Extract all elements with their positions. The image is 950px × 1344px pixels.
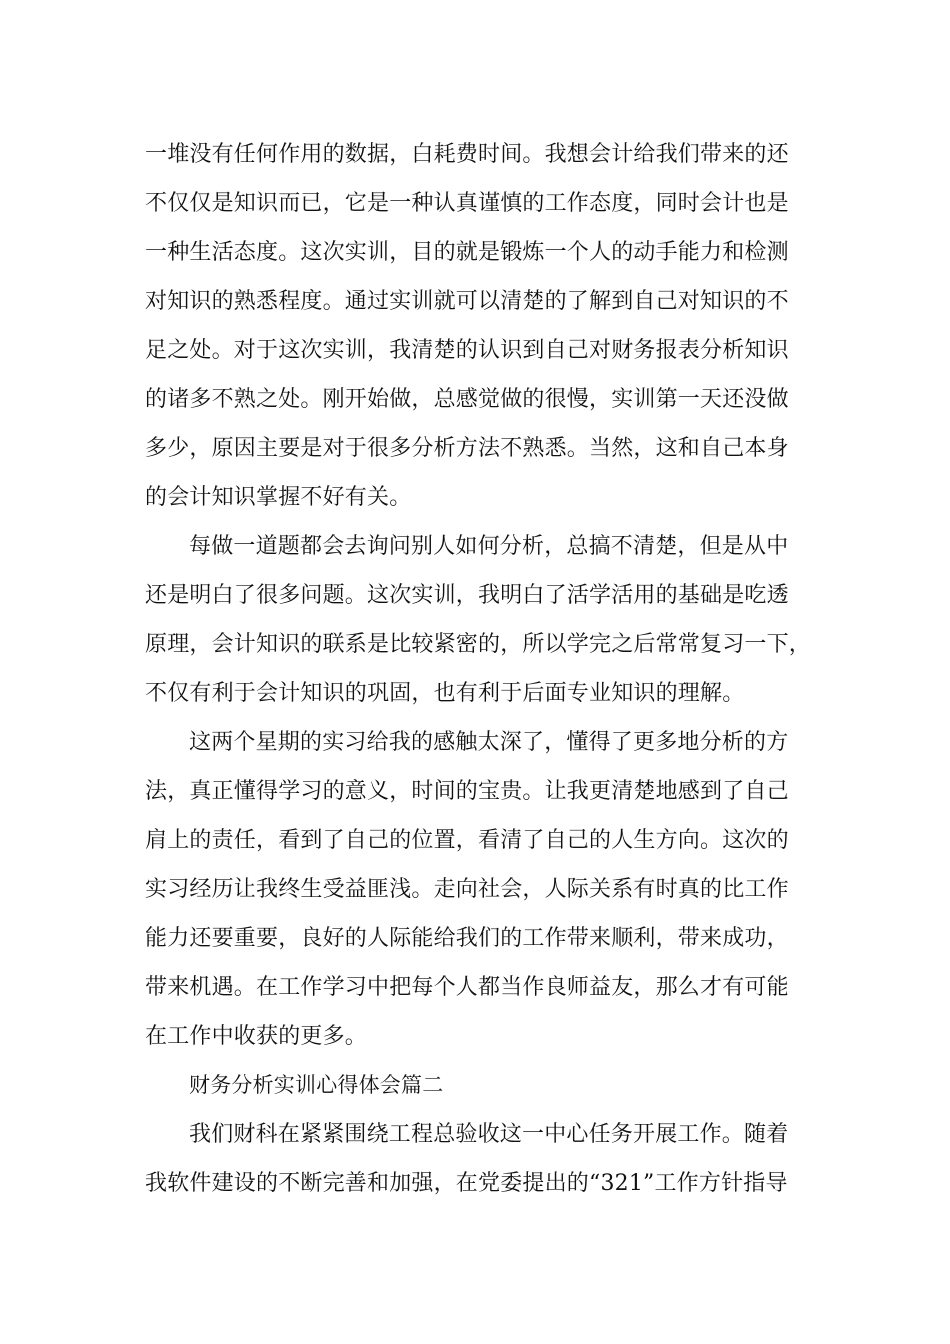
section-heading: 财务分析实训心得体会篇二 (189, 1073, 444, 1097)
text-line: 还是明白了很多问题。这次实训，我明白了活学活用的基础是吃透 (145, 583, 789, 608)
text-line: 不仅仅是知识而已，它是一种认真谨慎的工作态度，同时会计也是 (145, 191, 789, 216)
text-line: 的诸多不熟之处。刚开始做，总感觉做的很慢，实训第一天还没做 (145, 387, 789, 412)
text-line: 能力还要重要，良好的人际能给我们的工作带来顺利，带来成功， (145, 926, 789, 951)
text-line: 法，真正懂得学习的意义，时间的宝贵。让我更清楚地感到了自己 (145, 779, 789, 804)
text-line: 足之处。对于这次实训，我清楚的认识到自己对财务报表分析知识 (145, 338, 789, 363)
text-line: 这两个星期的实习给我的感触太深了，懂得了更多地分析的方 (189, 730, 789, 755)
text-line: 一种生活态度。这次实训，目的就是锻炼一个人的动手能力和检测 (145, 240, 789, 265)
text-line: 带来机遇。在工作学习中把每个人都当作良师益友，那么才有可能 (145, 975, 789, 1000)
text-line: 多少，原因主要是对于很多分析方法不熟悉。当然，这和自己本身 (145, 436, 789, 461)
text-line: 不仅有利于会计知识的巩固，也有利于后面专业知识的理解。 (145, 681, 745, 706)
text-line: 实习经历让我终生受益匪浅。走向社会，人际关系有时真的比工作 (145, 877, 789, 902)
text-line: 在工作中收获的更多。 (145, 1024, 368, 1049)
text-line: 对知识的熟悉程度。通过实训就可以清楚的了解到自己对知识的不 (145, 289, 789, 314)
text-line: 我们财科在紧紧围绕工程总验收这一中心任务开展工作。随着 (189, 1122, 789, 1147)
text-line: 一堆没有任何作用的数据，白耗费时间。我想会计给我们带来的还 (145, 142, 789, 167)
text-line: 原理，会计知识的联系是比较紧密的，所以学完之后常常复习一下， (145, 632, 812, 657)
text-line: 的会计知识掌握不好有关。 (145, 485, 412, 510)
text-line: 肩上的责任，看到了自己的位置，看清了自己的人生方向。这次的 (145, 828, 789, 853)
document-body (145, 130, 835, 1208)
text-line: 每做一道题都会去询问别人如何分析，总搞不清楚，但是从中 (189, 534, 789, 559)
text-line: 我软件建设的不断完善和加强，在党委提出的“321”工作方针指导 (145, 1171, 788, 1196)
